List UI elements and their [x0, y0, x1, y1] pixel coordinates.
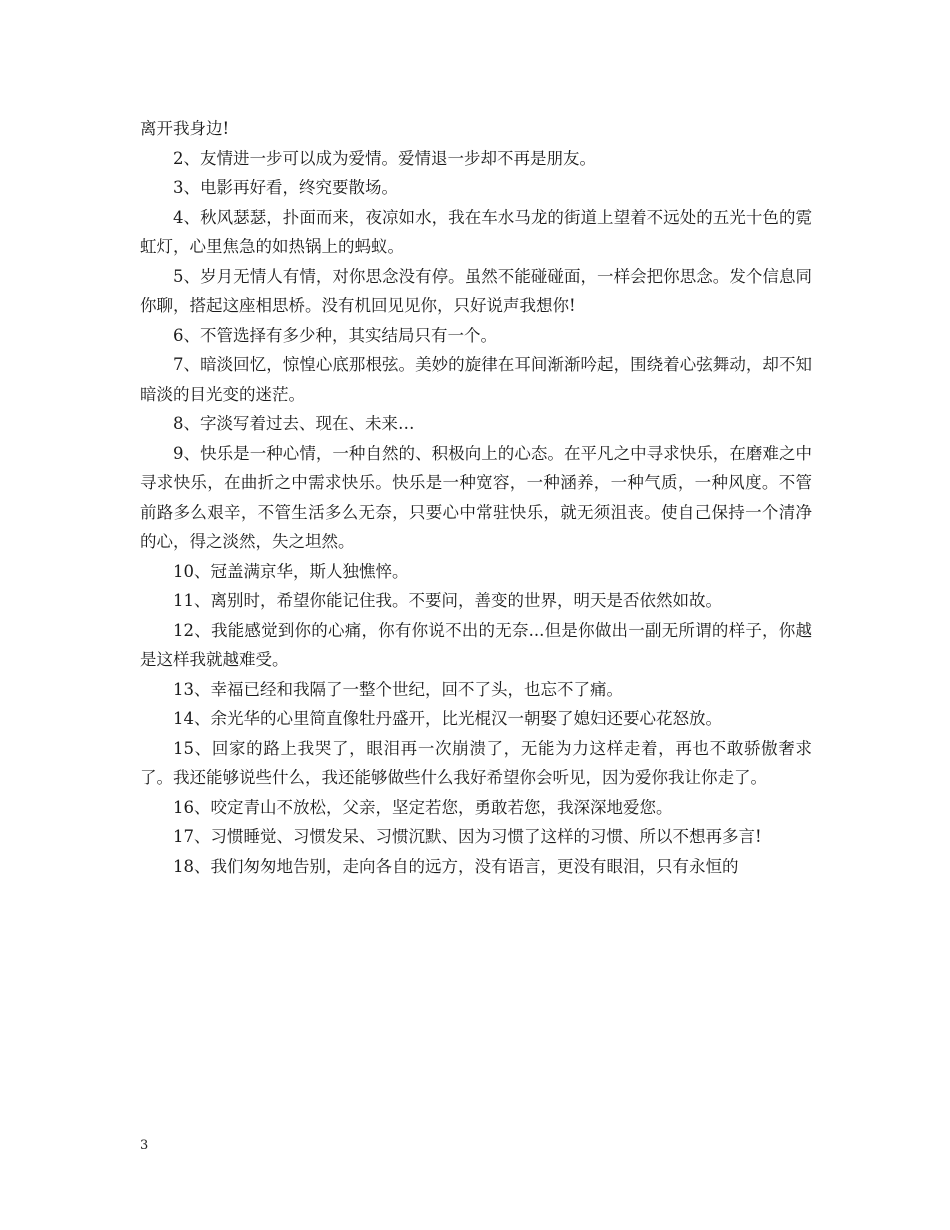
paragraph-item-9: 9、快乐是一种心情，一种自然的、积极向上的心态。在平凡之中寻求快乐，在磨难之中寻求快乐，在曲折之中需求快乐。快乐是一种宽容，一种涵养，一种气质，一种风度。不管前路多么艰辛，不管生活多么无奈，只要心中常驻快乐，就无须沮丧。使自己保持一个清净的心，得之淡然，失之坦然。: [140, 443, 812, 551]
paragraph-item-14: 14、余光华的心里简直像牡丹盛开，比光棍汉一朝娶了媳妇还要心花怒放。: [173, 709, 722, 728]
paragraph-item-2: 2、友情进一步可以成为爱情。爱情退一步却不再是朋友。: [173, 148, 596, 168]
paragraph-item-5: 5、岁月无情人有情，对你思念没有停。虽然不能碰碰面，一样会把你思念。发个信息同你聊，搭起这座相思桥。没有机回见见你，只好说声我想你!: [140, 266, 812, 315]
document-body: [140, 114, 812, 881]
paragraph-item-8: 8、字淡写着过去、现在、未来…: [173, 414, 415, 433]
paragraph-item-3: 3、电影再好看，终究要散场。: [173, 178, 398, 197]
paragraph-continuation: 离开我身边!: [140, 119, 230, 138]
paragraph-item-18: 18、我们匆匆地告别，走向各自的远方，没有语言，更没有眼泪，只有永恒的: [173, 856, 739, 876]
paragraph-item-15: 15、回家的路上我哭了，眼泪再一次崩溃了，无能为力这样走着，再也不敢骄傲奢求了。我还能够说些什么，我还能够做些什么我好希望你会听见，因为爱你我让你走了。: [140, 738, 812, 787]
paragraph-item-7: 7、暗淡回忆，惊惶心底那根弦。美妙的旋律在耳间渐渐吟起，围绕着心弦舞动，却不知暗淡的目光变的迷茫。: [140, 355, 812, 404]
paragraph-item-6: 6、不管选择有多少种，其实结局只有一个。: [173, 325, 497, 345]
paragraph-item-17: 17、习惯睡觉、习惯发呆、习惯沉默、因为习惯了这样的习惯、所以不想再多言!: [173, 827, 762, 846]
paragraph-item-13: 13、幸福已经和我隔了一整个世纪，回不了头，也忘不了痛。: [173, 679, 623, 699]
paragraph-item-16: 16、咬定青山不放松，父亲，坚定若您，勇敢若您，我深深地爱您。: [173, 797, 673, 817]
paragraph-item-11: 11、离别时，希望你能记住我。不要问，善变的世界，明天是否依然如故。: [173, 591, 722, 610]
paragraph-item-12: 12、我能感觉到你的心痛，你有你说不出的无奈...但是你做出一副无所谓的样子，你越是这样我就越难受。: [140, 620, 812, 669]
page-number: 3: [140, 1138, 149, 1153]
paragraph-item-4: 4、秋风瑟瑟，扑面而来，夜凉如水，我在车水马龙的街道上望着不远处的五光十色的霓虹灯，心里焦急的如热锅上的蚂蚁。: [140, 207, 812, 256]
paragraph-item-10: 10、冠盖满京华，斯人独憔悴。: [173, 561, 409, 581]
